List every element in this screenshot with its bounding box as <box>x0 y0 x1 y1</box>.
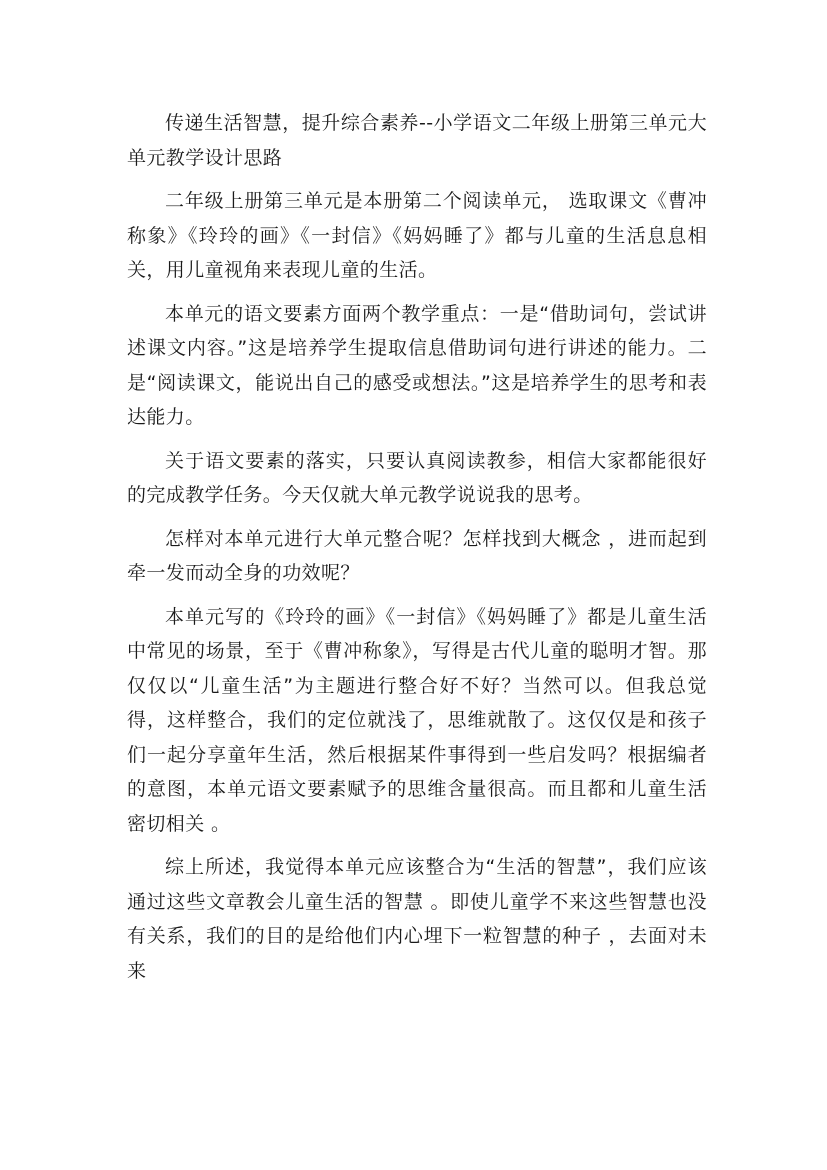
paragraph-unit-intro: 二年级上册第三单元是本册第二个阅读单元， 选取课文《曹冲称象》《玲玲的画》《一封信》《妈妈睡了》都与儿童的生活息息相关，用儿童视角来表现儿童的生活。 <box>127 190 707 281</box>
paragraph-integration-question: 怎样对本单元进行大单元整合呢？怎样找到大概念 ，进而起到牵一发而动全身的功效呢？ <box>127 527 707 584</box>
paragraph-implementation: 关于语文要素的落实，只要认真阅读教参，相信大家都能很好的完成教学任务。今天仅就大单元教学说说我的思考。 <box>127 449 707 506</box>
paragraph-teaching-focus: 本单元的语文要素方面两个教学重点：一是“借助词句，尝试讲述课文内容。”这是培养学生提取信息借助词句进行讲述的能力。二是“阅读课文，能说出自己的感受或想法。”这是培养学生的思考和表达能力。 <box>127 302 707 428</box>
paragraph-analysis: 本单元写的《玲玲的画》《一封信》《妈妈睡了》都是儿童生活中常见的场景，至于《曹冲称象》，写得是古代儿童的聪明才智。那仅仅以“儿童生活”为主题进行整合好不好？当然可以。但我总觉得，这样整合，我们的定位就浅了，思维就散了。这仅仅是和孩子们一起分享童年生活，然后根据某件事得到一些启发吗？根据编者的意图，本单元语文要素赋予的思维含量很高。而且都和儿童生活密切相关 。 <box>127 605 707 835</box>
paragraph-conclusion: 综上所述，我觉得本单元应该整合为“生活的智慧”，我们应该通过这些文章教会儿童生活的智慧 。即使儿童学不来这些智慧也没有关系，我们的目的是给他们内心埋下一粒智慧的种子 ，去面对未来 <box>127 856 707 982</box>
document-title: 传递生活智慧，提升综合素养--小学语文二年级上册第三单元大单元教学设计思路 <box>127 112 707 169</box>
document-body <box>127 106 707 988</box>
